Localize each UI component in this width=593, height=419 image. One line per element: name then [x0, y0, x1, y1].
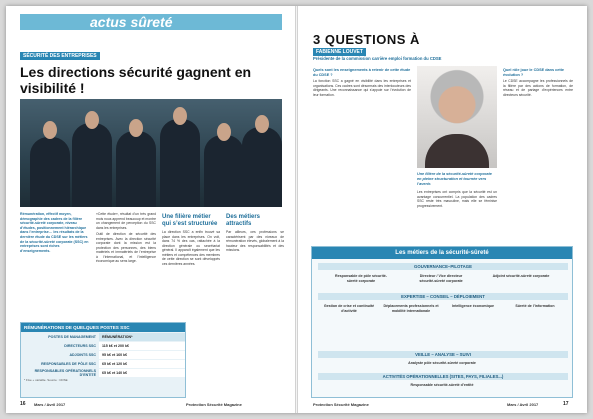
- left-page: [6, 6, 296, 413]
- role-item: Analyste pôle sécurité-sûreté corporate: [408, 361, 476, 365]
- issue-date: Mars / Avril 2017: [34, 402, 66, 407]
- page-number: 16: [20, 401, 26, 407]
- role-item: Gestion de crise et continuité d’activité: [323, 304, 375, 313]
- table-note: * Fixe + variable. Source : CDSE: [24, 378, 68, 382]
- section-expertise: EXPERTISE – CONSEIL – DÉPLOIEMENT: [318, 293, 568, 300]
- salary-table-title: RÉMUNÉRATIONS DE QUELQUES POSTES SSC: [21, 323, 185, 332]
- question: Quel rôle joue le CDSE dans cette évolution ?: [503, 68, 564, 77]
- paragraph: Outil de direction de sécurité des entreprises. Avec la direction sécurité corporate dont la mission est la protection des personnes, des biens matériels et immatériels de l’entreprise à l’international, et l’intelligence économique au sens large.: [96, 232, 156, 263]
- table-row: RESPONSABLES OPÉRATIONNELS D’ENTITÉ 65 k€ et 140 k€: [21, 368, 185, 377]
- paragraph: La fonction SSC a gagné en visibilité dans les entreprises et organisations. Ces cadres sont désormais des interlocuteurs des dirigeants. Une reconnaissance qui s’appuie sur l’évolution de leur formation.: [313, 79, 411, 97]
- careers-infobox: [311, 246, 573, 398]
- business-team-photo: [20, 99, 282, 207]
- section-governance: GOUVERNANCE–PILOTAGE: [318, 263, 568, 270]
- article-column-3: [226, 212, 284, 255]
- interview-column-3: [503, 66, 573, 99]
- paragraph: La direction SSC a enfin trouvé sa place dans les entreprises. On voit, dans 74 % des cas, rattachée à la direction générale ou secrétariat général. Il apparaît également que les métiers et compétences des membres de cette direction se sont développés ces dernières années.: [162, 230, 220, 266]
- section-operations: ACTIVITÉS OPÉRATIONNELLES (SITES, PAYS, FILIALES...): [318, 373, 568, 380]
- right-page: [297, 6, 587, 413]
- interview-title: 3 QUESTIONS À: [313, 32, 420, 47]
- magazine-name: Protection Sécurité Magazine: [313, 402, 369, 407]
- paragraph: Les entreprises ont compris que la sécurité est un avantage concurrentiel. La population des cadres SSC reste très masculine, mais elle se féminise progressivement.: [417, 190, 497, 208]
- article-lead: Rémunération, effectif moyen, démographie des cadres de la filière sécurité-sûreté corporate, niveau d’études, positionnement hiérarchique dans l’entreprise… les résultats de la dernière étude du CDSE sur les métiers de la sécurité-sûreté corporate (SSC) en entreprises sont riches d’enseignements.: [20, 212, 89, 253]
- table-row: RESPONSABLES DE PÔLE SSC 65 k€ et 120 k€: [21, 359, 185, 368]
- role-item: Directeur / Vice directeur sécurité-sûreté corporate: [419, 274, 463, 283]
- role-item: Responsable de pôle sécurité-sûreté corporate: [335, 274, 387, 283]
- subheading: Une filière métier qui s’est structurée: [162, 214, 218, 227]
- category-tag: SÉCURITÉ DES ENTREPRISES: [20, 52, 100, 60]
- table-row: ADJOINTS SSC 95 k€ et 160 k€: [21, 350, 185, 359]
- interviewee-portrait: [417, 66, 497, 168]
- role-item: Responsable sécurité-sûreté d’entité: [410, 383, 474, 387]
- interview-column-1: [313, 66, 411, 99]
- interviewee-name: FABIENNE LOUVET: [313, 48, 366, 56]
- issue-date: Mars / Avril 2017: [507, 402, 539, 407]
- article-headline: Les directions sécurité gagnent en visibilité !: [20, 64, 252, 96]
- subheading: Des métiers attractifs: [226, 214, 261, 227]
- interview-column-2: [417, 190, 497, 210]
- magazine-spread: [6, 6, 587, 413]
- table-header-row: POSTES DE MANAGEMENT RÉMUNÉRATION*: [21, 332, 185, 341]
- magazine-name: Protection Sécurité Magazine: [186, 402, 242, 407]
- question: Quels sont les enseignements à retenir de cette étude du CDSE ?: [313, 68, 411, 77]
- role-item: Intelligence économique: [452, 304, 494, 308]
- section-banner: [20, 14, 282, 30]
- interviewee-role: Présidente de la commission carrière emploi formation du CDSE: [313, 56, 442, 61]
- section-banner-title: actus sûreté: [90, 14, 173, 30]
- salary-table: [20, 322, 186, 398]
- pull-quote: Une filière de la sécurité-sûreté corporate en pleine structuration et tournée vers l’avenir.: [417, 172, 492, 186]
- paragraph: Le CDSE accompagne les professionnels de la filière par des actions de formation, de réseau et de partage d’expériences entre directeurs sécurité.: [503, 79, 573, 97]
- role-item: Sûreté de l’information: [515, 304, 555, 308]
- role-item: Adjoint sécurité-sûreté corporate: [492, 274, 550, 278]
- paragraph: Par ailleurs, ces professions se caractérisent par des niveaux de rémunération élevés, globalement à la hauteur des responsabilités et des missions.: [226, 230, 284, 252]
- article-column-1: [96, 212, 156, 266]
- table-row: DIRECTEURS SSC 115 k€ et 200 k€: [21, 341, 185, 350]
- page-number: 17: [563, 401, 569, 407]
- infobox-title: Les métiers de la sécurité-sûreté: [312, 247, 572, 259]
- role-item: Déplacements professionnels et mobilité internationale: [383, 304, 439, 313]
- article-column-2: [162, 212, 220, 268]
- paragraph: «Cette étude», résultat d’un très grand mois nous apprend beaucoup et montre un changement de perception du SSC dans les entreprises.: [96, 212, 156, 230]
- section-veille: VEILLE – ANALYSE – SUIVI: [318, 351, 568, 358]
